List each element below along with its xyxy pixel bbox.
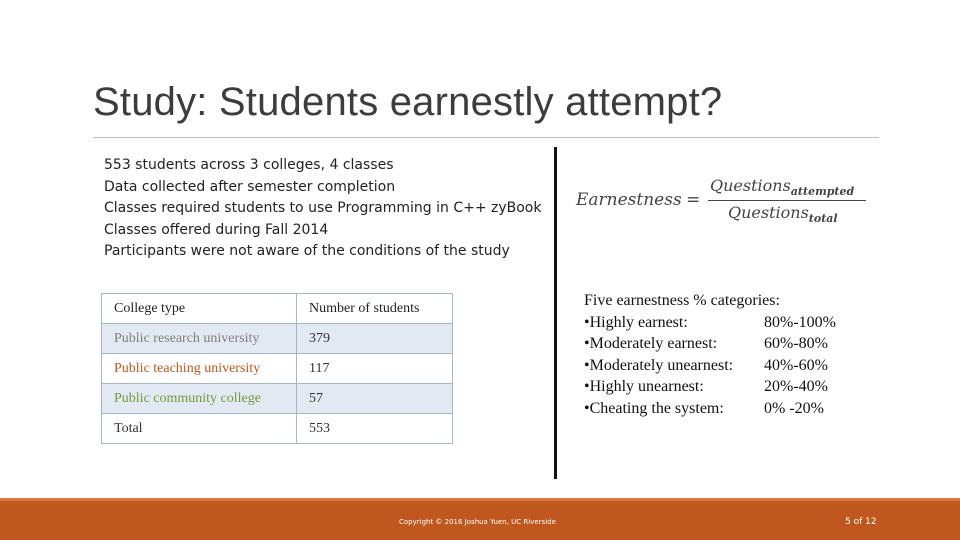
table-row xyxy=(102,354,453,384)
earnestness-formula xyxy=(576,176,876,228)
study-detail-item: 553 students across 3 colleges, 4 classes xyxy=(104,157,394,173)
numerator-subscript: attempted xyxy=(790,185,855,198)
category-item xyxy=(584,376,828,398)
category-name: •Highly earnest: xyxy=(584,313,688,331)
header-college-type: College type xyxy=(102,294,297,324)
category-name: •Cheating the system: xyxy=(584,399,724,417)
college-type-cell: Public teaching university xyxy=(102,354,297,384)
table-row xyxy=(102,414,453,444)
title-divider xyxy=(93,137,879,138)
student-count-cell: 553 xyxy=(297,414,453,444)
table-row xyxy=(102,324,453,354)
category-name: •Highly unearnest: xyxy=(584,378,704,396)
header-number-of-students: Number of students xyxy=(297,294,453,324)
category-item xyxy=(584,312,836,334)
category-range: 80%-100% xyxy=(764,313,836,331)
college-type-cell: Public community college xyxy=(102,384,297,414)
copyright-notice: Copyright © 2016 Joshua Yuen, UC Riverside xyxy=(399,518,556,526)
category-item xyxy=(584,333,828,355)
student-count-cell: 379 xyxy=(297,324,453,354)
student-count-cell: 117 xyxy=(297,354,453,384)
category-item xyxy=(584,355,828,377)
college-type-cell: Total xyxy=(102,414,297,444)
category-range: 60%-80% xyxy=(764,335,828,353)
student-count-cell: 57 xyxy=(297,384,453,414)
earnestness-categories xyxy=(584,290,836,420)
college-table xyxy=(101,293,453,444)
denominator-subscript: total xyxy=(808,212,838,225)
formula-equals: = xyxy=(686,190,701,210)
category-name: •Moderately earnest: xyxy=(584,335,718,353)
table-header-row xyxy=(102,294,453,324)
page-number: 5 of 12 xyxy=(845,517,877,527)
categories-heading: Five earnestness % categories: xyxy=(584,292,780,309)
category-range: 20%-40% xyxy=(764,378,828,396)
table-row xyxy=(102,384,453,414)
study-detail-item: Data collected after semester completion xyxy=(104,178,396,195)
category-range: 0% -20% xyxy=(764,399,824,417)
category-range: 40%-60% xyxy=(764,356,828,374)
vertical-divider xyxy=(554,147,557,479)
denominator-text: Questions xyxy=(728,203,809,222)
study-detail-item: Classes offered during Fall 2014 xyxy=(104,221,329,238)
footer-accent-line xyxy=(0,498,960,501)
formula-numerator xyxy=(710,176,855,198)
formula-lhs: Earnestness xyxy=(576,190,682,210)
category-name: •Moderately unearnest: xyxy=(584,356,734,374)
study-details-list xyxy=(104,155,541,263)
college-type-cell: Public research university xyxy=(102,324,297,354)
study-detail-item: Classes required students to use Programming in C++ zyBook xyxy=(104,200,542,217)
numerator-text: Questions xyxy=(710,176,791,195)
study-detail-item: Participants were not aware of the conditions of the study xyxy=(104,243,510,260)
fraction-bar xyxy=(708,200,866,201)
category-item xyxy=(584,398,824,420)
slide-title: Study: Students earnestly attempt? xyxy=(93,80,723,124)
formula-denominator xyxy=(728,203,838,225)
